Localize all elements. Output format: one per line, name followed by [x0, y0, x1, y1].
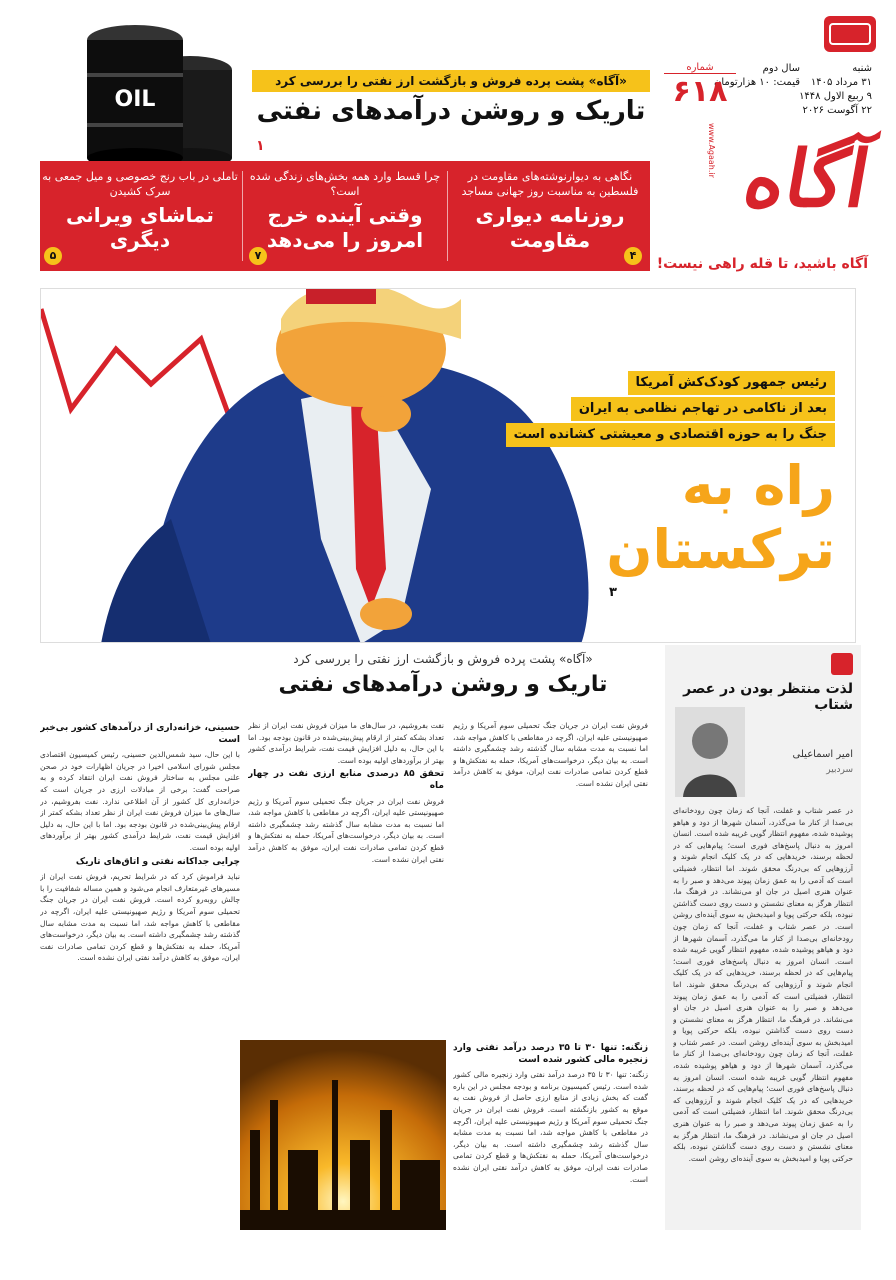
lead-kicker: «آگاه» پشت پرده فروش و بازگشت ارز نفتی را بررسی کرد	[252, 70, 650, 92]
lead-page-number: ۱	[256, 138, 265, 154]
newspaper-logo-block	[656, 14, 886, 274]
hero-kicker-3: جنگ را به حوزه اقتصادی و معیشتی کشانده است	[506, 423, 835, 447]
article-kicker: «آگاه» پشت پرده فروش و بازگشت ارز نفتی را بررسی کرد	[293, 652, 593, 666]
teaser-title: تماشای ویرانی دیگری	[66, 203, 214, 252]
article-subheading: حسینی، خزانه‌داری از درآمدهای کشور بی‌خبر است	[40, 723, 240, 745]
article-text: فروش نفت ایران در جریان جنگ تحمیلی سوم آمریکا و رژیم صهیونیستی علیه ایران، اگرچه در مقاطعی با کاهش مواجه شد، اما نسبت به مدت مشابه سال گذشته رشد چشمگیری داشته است. به بیان دیگر، درخواست‌های آمریکا، حمله به نفتکش‌ها و قطع کردن تمامی صادرات نفت ایران، موفق به کاهش درآمد نفتی ایران نشده است.	[248, 796, 444, 864]
oil-barrels-illustration	[40, 18, 240, 168]
divider	[242, 171, 243, 261]
hero-cartoon[interactable]	[40, 288, 856, 643]
date-lunar: ۹ ربیع الاول ۱۴۴۸	[799, 91, 872, 102]
divider	[447, 171, 448, 261]
editorial-column	[665, 645, 861, 1230]
editorial-text: در عصر شتاب و غفلت، آنجا که زمان چون رودخانه‌ای بی‌صدا از کنار ما می‌گذرد، آسمان شهرها از دود و هیاهو پوشیده شده، مفهوم انتظار گویی غریبه شده است. انسان امروز به دنبال پاسخ‌های فوری است؛ پیام‌هایی که در لحظه برسند، خریدهایی که در یک کلیک انجام شوند و آرزوهایی که بی‌درنگ محقق شوند. اما انتظار، فضیلتی است که آدمی را به عمق زمان پیوند می‌دهد و صبر را به عنوان هنری اصیل در جان او می‌نشاند. در فرهنگ ما، انتظار هرگز به معنای نشستن و دست روی دست گذاشتن نبوده، بلکه حرکتی پویا و امیدبخش به سوی آینده‌ای روشن است.	[673, 1037, 853, 1163]
editorial-text: در عصر شتاب و غفلت، آنجا که زمان چون رودخانه‌ای بی‌صدا از کنار ما می‌گذرد، آسمان شهرها از دود و هیاهو پوشیده شده، مفهوم انتظار گویی غریبه شده است. انسان امروز به دنبال پاسخ‌های فوری است؛ پیام‌هایی که در لحظه برسند، خریدهایی که در یک کلیک انجام شوند و آرزوهایی که بی‌درنگ محقق شوند. اما انتظار، فضیلتی است که آدمی را به عمق زمان پیوند می‌دهد و صبر را به عنوان هنری اصیل در جان او می‌نشاند. در فرهنگ ما، انتظار هرگز به معنای نشستن و دست روی دست گذاشتن نبوده، بلکه حرکتی پویا و امیدبخش به سوی آینده‌ای روشن است.	[673, 806, 853, 931]
pen-icon	[831, 653, 853, 675]
author-name: امیر اسماعیلی	[792, 749, 853, 760]
hero-headline[interactable]: راه به ترکستان	[606, 454, 835, 581]
article-subheading: چرایی جداکانه نفتی و اتاق‌های تاریک	[75, 856, 240, 867]
teaser-kicker: نگاهی به دیوارنوشته‌های مقاومت در فلسطین به مناسبت روز جهانی مساجد	[461, 170, 639, 198]
photo-caption: زنگنه: تنها ۳۰ تا ۳۵ درصد درآمد نفتی وارد زنجیره مالی کشور شده است	[453, 1043, 648, 1065]
hand	[361, 396, 411, 432]
teaser-title: روزنامه دیواری مقاومت	[475, 203, 625, 252]
teaser-page-number: ۷	[249, 247, 267, 265]
issue-label: شماره	[664, 62, 736, 74]
red-cap	[306, 289, 376, 304]
date-gregorian: ۲۲ آگوست ۲۰۲۶	[802, 105, 872, 116]
article-text: نباید فراموش کرد که در شرایط تحریم، فروش نفت ایران از مسیرهای غیرمتعارف انجام می‌شود و همین مساله شفافیت را با چالش روبه‌رو کرده است.	[40, 872, 240, 905]
author-photo	[675, 707, 745, 797]
article-title[interactable]: تاریک و روشن درآمدهای نفتی	[278, 672, 608, 697]
editorial-title[interactable]: لذت منتظر بودن در عصر شتاب	[683, 681, 853, 713]
price-label: قیمت: ۱۰ هزارتومان	[714, 77, 800, 88]
teaser-title: وقتی آینده خرج امروز را می‌دهد	[266, 203, 424, 252]
article-text: نفت بفروشیم، در سال‌های ما میزان فروش نفت ایران از نظر تعداد بشکه کمتر از ارقام پیش‌بینی‌شده در قانون بودجه بود. اما با این حال، به دلیل افزایش قیمت نفت، شرایط درآمدی کشور بهتر از برآوردهای اولیه بوده است.	[248, 721, 444, 765]
year-label: سال دوم	[762, 63, 800, 74]
slogan: آگاه باشید، تا قله راهی نیست!	[656, 256, 868, 272]
article-column	[453, 720, 648, 885]
lead-headline[interactable]: تاریک و روشن درآمدهای نفتی	[256, 96, 646, 126]
teaser-kicker: تاملی در باب رنج خصوصی و میل جمعی به سرک کشیدن	[42, 170, 238, 198]
hero-page-number: ۳	[609, 585, 617, 600]
day-name: شنبه	[852, 63, 872, 74]
hand-lower	[360, 598, 412, 630]
teaser-item[interactable]	[40, 161, 240, 271]
teaser-item[interactable]	[245, 161, 445, 271]
teaser-strip	[40, 161, 650, 271]
masthead	[0, 0, 896, 275]
article-subheading: تحقق ۸۵ درصدی منابع ارزی نفت در چهار ماه	[248, 769, 444, 791]
website-url[interactable]: www.Agaah.ir	[707, 123, 716, 178]
seal-logo-icon	[822, 14, 878, 54]
author-role: سردبیر	[826, 765, 853, 775]
date-info	[799, 62, 872, 118]
article-column	[40, 720, 240, 1225]
hero-kicker-2: بعد از ناکامی در تهاجم نظامی به ایران	[571, 397, 835, 421]
article-column	[248, 720, 444, 1020]
article-text: فروش نفت ایران در جریان جنگ تحمیلی سوم آمریکا و رژیم صهیونیستی علیه ایران، اگرچه در مقاطعی با کاهش مواجه شد، اما نسبت به مدت مشابه سال گذشته رشد چشمگیری داشته است. به بیان دیگر، درخواست‌های آمریکا، حمله به نفتکش‌ها و قطع کردن تمامی صادرات نفت ایران، موفق به کاهش درآمد نفتی ایران نشده است.	[453, 1104, 648, 1184]
teaser-kicker: چرا قسط وارد همه بخش‌های زندگی شده است؟	[249, 170, 441, 198]
hero-kicker-1: رئیس جمهور کودک‌کش آمریکا	[628, 371, 835, 395]
article-text: فروش نفت ایران در جریان جنگ تحمیلی سوم آمریکا و رژیم صهیونیستی علیه ایران، اگرچه در مقاطعی با کاهش مواجه شد، اما نسبت به مدت مشابه سال گذشته رشد چشمگیری داشته است. به بیان دیگر، درخواست‌های آمریکا، حمله به نفتکش‌ها و قطع کردن تمامی صادرات نفت ایران، موفق به کاهش درآمد نفتی ایران نشده است.	[40, 895, 240, 963]
teaser-page-number: ۵	[44, 247, 62, 265]
newspaper-logo[interactable]: آگاه	[736, 134, 877, 225]
article-column	[453, 1040, 648, 1230]
article-text: با این حال، سید شمس‌الدین حسینی، رئیس کمیسیون اقتصادی مجلس شورای اسلامی اخیرا در جریان اظهارات خود در صحن علنی مجلس به ساختار فروش نفت ایران انتقاد کرده و به صراحت گفت: برخی از مبادلات ارزی در جریان است که خزانه‌داری کل کشور از آن اطلاعی ندارد.	[40, 750, 240, 806]
teaser-page-number: ۴	[624, 247, 642, 265]
issue-number: ۶۱۸	[672, 74, 728, 109]
article-text: نفت بفروشیم، در سال‌های ما میزان فروش نفت ایران از نظر تعداد بشکه کمتر از ارقام پیش‌بینی‌شده در قانون بودجه بود. اما با این حال، به دلیل افزایش قیمت نفت، شرایط درآمدی کشور بهتر از برآوردهای اولیه بوده است.	[40, 796, 240, 852]
refinery-photo	[240, 1040, 446, 1230]
barrel-label: OIL	[114, 87, 156, 112]
editorial-text: در عصر شتاب و غفلت، آنجا که زمان چون رودخانه‌ای بی‌صدا از کنار ما می‌گذرد، آسمان شهرها از دود و هیاهو پوشیده شده، مفهوم انتظار گویی غریبه شده است. انسان امروز به دنبال پاسخ‌های فوری است؛ پیام‌هایی که در لحظه برسند، خریدهایی که در یک کلیک انجام شوند و آرزوهایی که بی‌درنگ محقق شوند. اما انتظار، فضیلتی است که آدمی را به عمق زمان پیوند می‌دهد و صبر را به عنوان هنری اصیل در جان او می‌نشاند. در فرهنگ ما، انتظار هرگز به معنای نشستن و دست روی دست گذاشتن نبوده، بلکه حرکتی پویا و امیدبخش به سوی آینده‌ای روشن است.	[673, 921, 853, 1047]
article-text: زنگنه: تنها ۳۰ تا ۳۵ درصد درآمد نفتی وارد زنجیره مالی کشور شده است. رئیس کمیسیون برنامه و بودجه مجلس در این باره گفت که بخش زیادی از منابع ارزی حاصل از فروش نفت به موقع به کشور بازنگشته است.	[453, 1070, 648, 1114]
article-header	[238, 652, 648, 697]
date-solar: ۳۱ مرداد ۱۴۰۵	[810, 77, 872, 88]
editorial-body	[673, 805, 853, 1223]
article-text: فروش نفت ایران در جریان جنگ تحمیلی سوم آمریکا و رژیم صهیونیستی علیه ایران، اگرچه در مقاطعی با کاهش مواجه شد، اما نسبت به مدت مشابه سال گذشته رشد چشمگیری داشته است. به بیان دیگر، درخواست‌های آمریکا، حمله به نفتکش‌ها و قطع کردن تمامی صادرات نفت ایران، موفق به کاهش درآمد نفتی ایران نشده است.	[453, 721, 648, 788]
teaser-item[interactable]	[450, 161, 650, 271]
